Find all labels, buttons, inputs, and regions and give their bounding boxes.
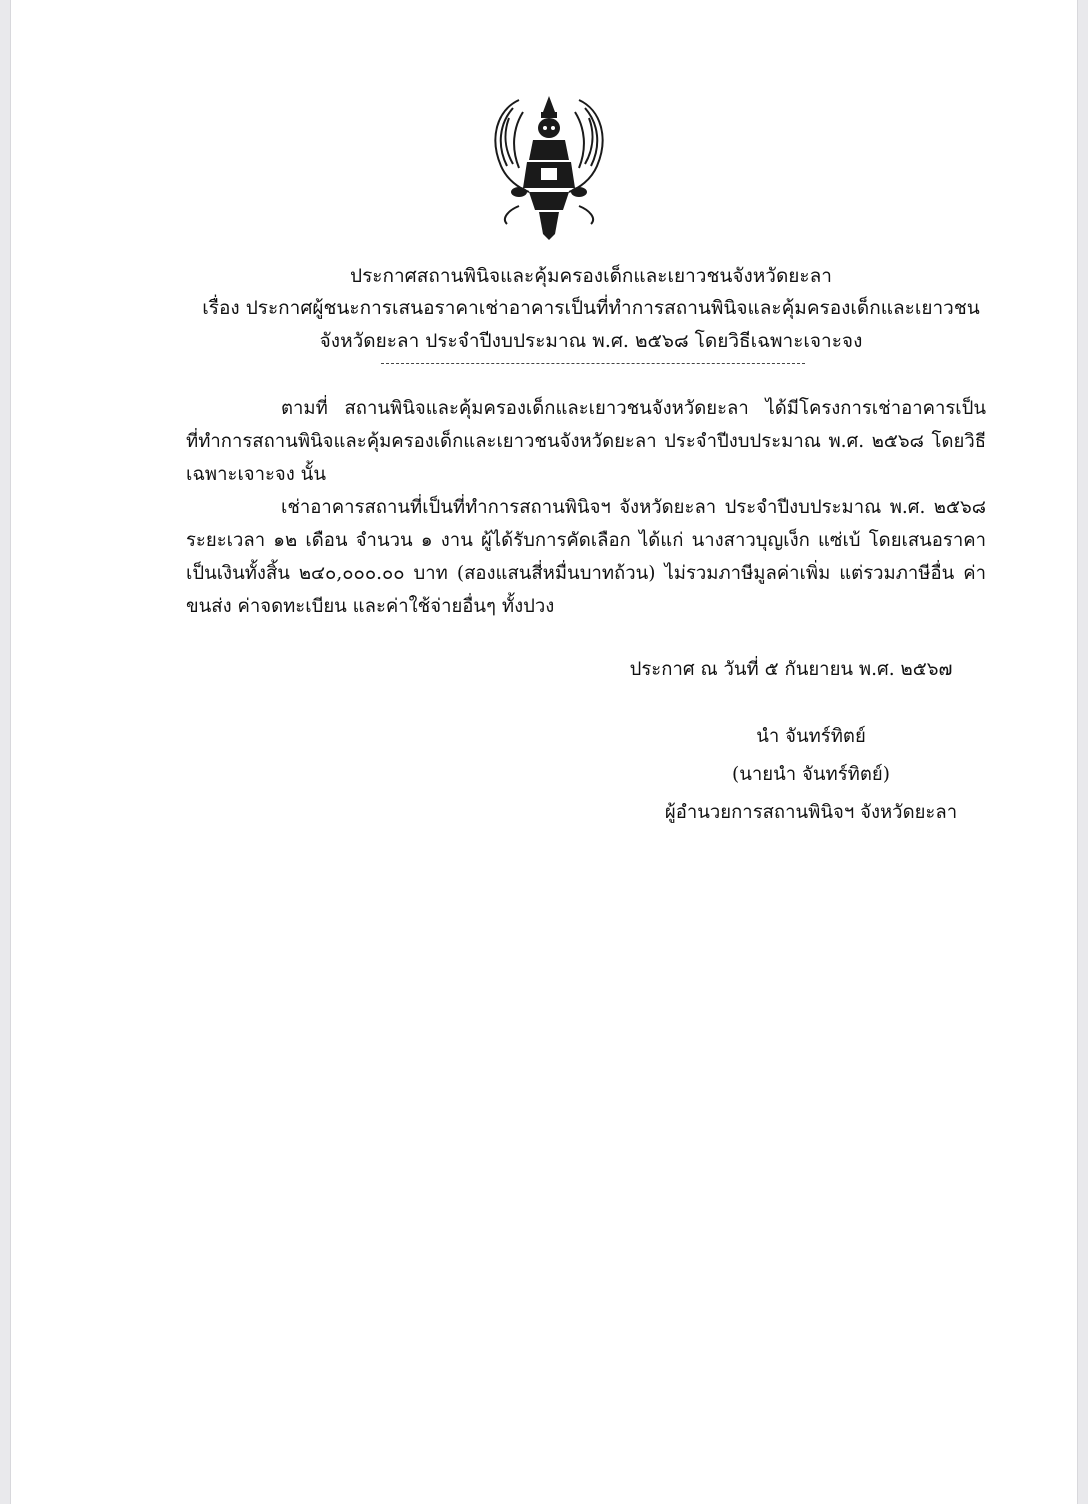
body-paragraph-1: ตามที่ สถานพินิจและคุ้มครองเด็กและเยาวชนจังหวัดยะลา ได้มีโครงการเช่าอาคารเป็นที่ทำการสถานพินิจและคุ้มครองเด็กและเยาวชนจังหวัดยะลา ประจำปีงบประมาณ พ.ศ. ๒๕๖๘ โดยวิธีเฉพาะเจาะจง นั้น — [186, 398, 986, 485]
announcement-subject: เรื่อง ประกาศผู้ชนะการเสนอราคาเช่าอาคารเป็นที่ทำการสถานพินิจและคุ้มครองเด็กและเยาวชน — [202, 297, 980, 319]
announcement-subject-continued: จังหวัดยะลา ประจำปีงบประมาณ พ.ศ. ๒๕๖๘ โดยวิธีเฉพาะเจาะจง — [319, 330, 863, 352]
garuda-emblem-icon — [479, 88, 619, 243]
announcement-title: ประกาศสถานพินิจและคุ้มครองเด็กและเยาวชนจังหวัดยะลา — [350, 265, 832, 287]
signatory-name: (นายนำ จันทร์ทิตย์) — [732, 764, 890, 785]
divider — [381, 363, 805, 364]
announcement-date: ประกาศ ณ วันที่ ๕ กันยายน พ.ศ. ๒๕๖๗ — [629, 659, 953, 680]
document-page — [10, 0, 1078, 1504]
signature: นำ จันทร์ทิตย์ — [756, 726, 866, 747]
signatory-position: ผู้อำนวยการสถานพินิจฯ จังหวัดยะลา — [664, 802, 958, 823]
body-paragraph-2: เช่าอาคารสถานที่เป็นที่ทำการสถานพินิจฯ จังหวัดยะลา ประจำปีงบประมาณ พ.ศ. ๒๕๖๘ ระยะเวลา ๑๒ เดือน จำนวน ๑ งาน ผู้ได้รับการคัดเลือก ได้แก่ นางสาวบุญเง็ก แซ่เบ้ โดยเสนอราคา เป็นเงินทั้งสิ้น ๒๔๐,๐๐๐.๐๐ บาท (สองแสนสี่หมื่นบาทถ้วน) ไม่รวมภาษีมูลค่าเพิ่ม แต่รวมภาษีอื่น ค่าขนส่ง ค่าจดทะเบียน และค่าใช้จ่ายอื่นๆ ทั้งปวง — [186, 497, 986, 617]
